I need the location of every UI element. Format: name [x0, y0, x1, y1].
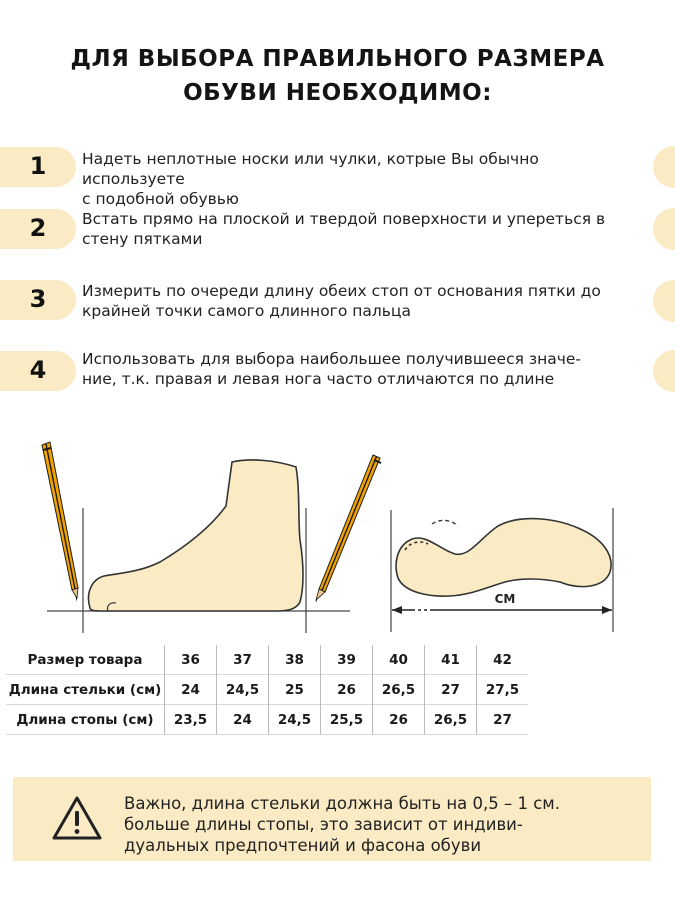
step-side-tab [653, 280, 675, 322]
table-cell: 40 [373, 645, 425, 675]
row-label: Длина стопы (см) [16, 711, 154, 728]
step-4 [0, 350, 675, 410]
table-cell: 25 [269, 675, 321, 705]
step-number: 1 [29, 152, 47, 180]
pencil-left-icon [42, 442, 78, 602]
title-emphasis: ПРАВИЛЬНОГО [262, 46, 469, 72]
step-text: Надеть неплотные носки или чулки, котрые Вы обычно используете с подобной обувью [82, 150, 539, 208]
row-label: Длина стельки (см) [8, 681, 162, 698]
table-cell: 27 [425, 675, 477, 705]
size-table [6, 645, 528, 735]
warning-triangle-icon [51, 795, 103, 841]
step-number: 2 [29, 214, 47, 242]
table-cell: 38 [269, 645, 321, 675]
table-cell: 27 [477, 705, 529, 735]
step-text: Встать прямо на плоской и твердой поверхности и упереться в стену пятками [82, 210, 606, 248]
step-number: 4 [29, 356, 47, 384]
notice-text: Важно, длина стельки должна быть на 0,5 – 1 см. больше длины стопы, это зависит от индиви- дуальных предпочтений и фасона обуви [124, 794, 561, 855]
step-2 [0, 208, 675, 268]
step-number: 3 [29, 285, 47, 313]
notice-box [13, 777, 651, 861]
table-cell: 24,5 [269, 705, 321, 735]
table-cell: 24 [165, 675, 217, 705]
foot-measurement-illustration [0, 430, 675, 640]
table-cell: 37 [217, 645, 269, 675]
table-cell: 41 [425, 645, 477, 675]
table-cell: 27,5 [477, 675, 529, 705]
step-side-tab [653, 146, 675, 188]
step-1 [0, 146, 675, 206]
table-row [6, 705, 528, 735]
table-cell: 26,5 [373, 675, 425, 705]
title-line-2: ОБУВИ НЕОБХОДИМО: [183, 80, 492, 106]
table-cell: 26 [373, 705, 425, 735]
page-title [0, 42, 675, 110]
table-cell: 42 [477, 645, 529, 675]
footprint-shape [396, 519, 611, 597]
pencil-right-icon [316, 455, 381, 603]
table-cell: 26,5 [425, 705, 477, 735]
step-side-tab [653, 350, 675, 392]
table-cell: 39 [321, 645, 373, 675]
table-row [6, 675, 528, 705]
row-label: Размер товара [27, 651, 143, 668]
step-side-tab [653, 208, 675, 250]
foot-side-shape [89, 460, 303, 611]
table-cell: 23,5 [165, 705, 217, 735]
table-cell: 24,5 [217, 675, 269, 705]
step-3 [0, 279, 675, 339]
table-cell: 36 [165, 645, 217, 675]
measure-unit-label: СМ [494, 592, 516, 606]
table-cell: 24 [217, 705, 269, 735]
table-cell: 25,5 [321, 705, 373, 735]
title-line-1: ДЛЯ ВЫБОРА ПРАВИЛЬНОГО РАЗМЕРА [70, 46, 605, 72]
table-row [6, 645, 528, 675]
foot-side-view [47, 460, 350, 633]
step-text: Использовать для выбора наибольшее получившееся значе- ние, т.к. правая и левая нога часто отличаются по длине [82, 350, 582, 388]
table-cell: 26 [321, 675, 373, 705]
step-text: Измерить по очереди длину обеих стоп от основания пятки до крайней точки самого длинного пальца [82, 282, 601, 320]
footprint-top-view [391, 508, 613, 632]
